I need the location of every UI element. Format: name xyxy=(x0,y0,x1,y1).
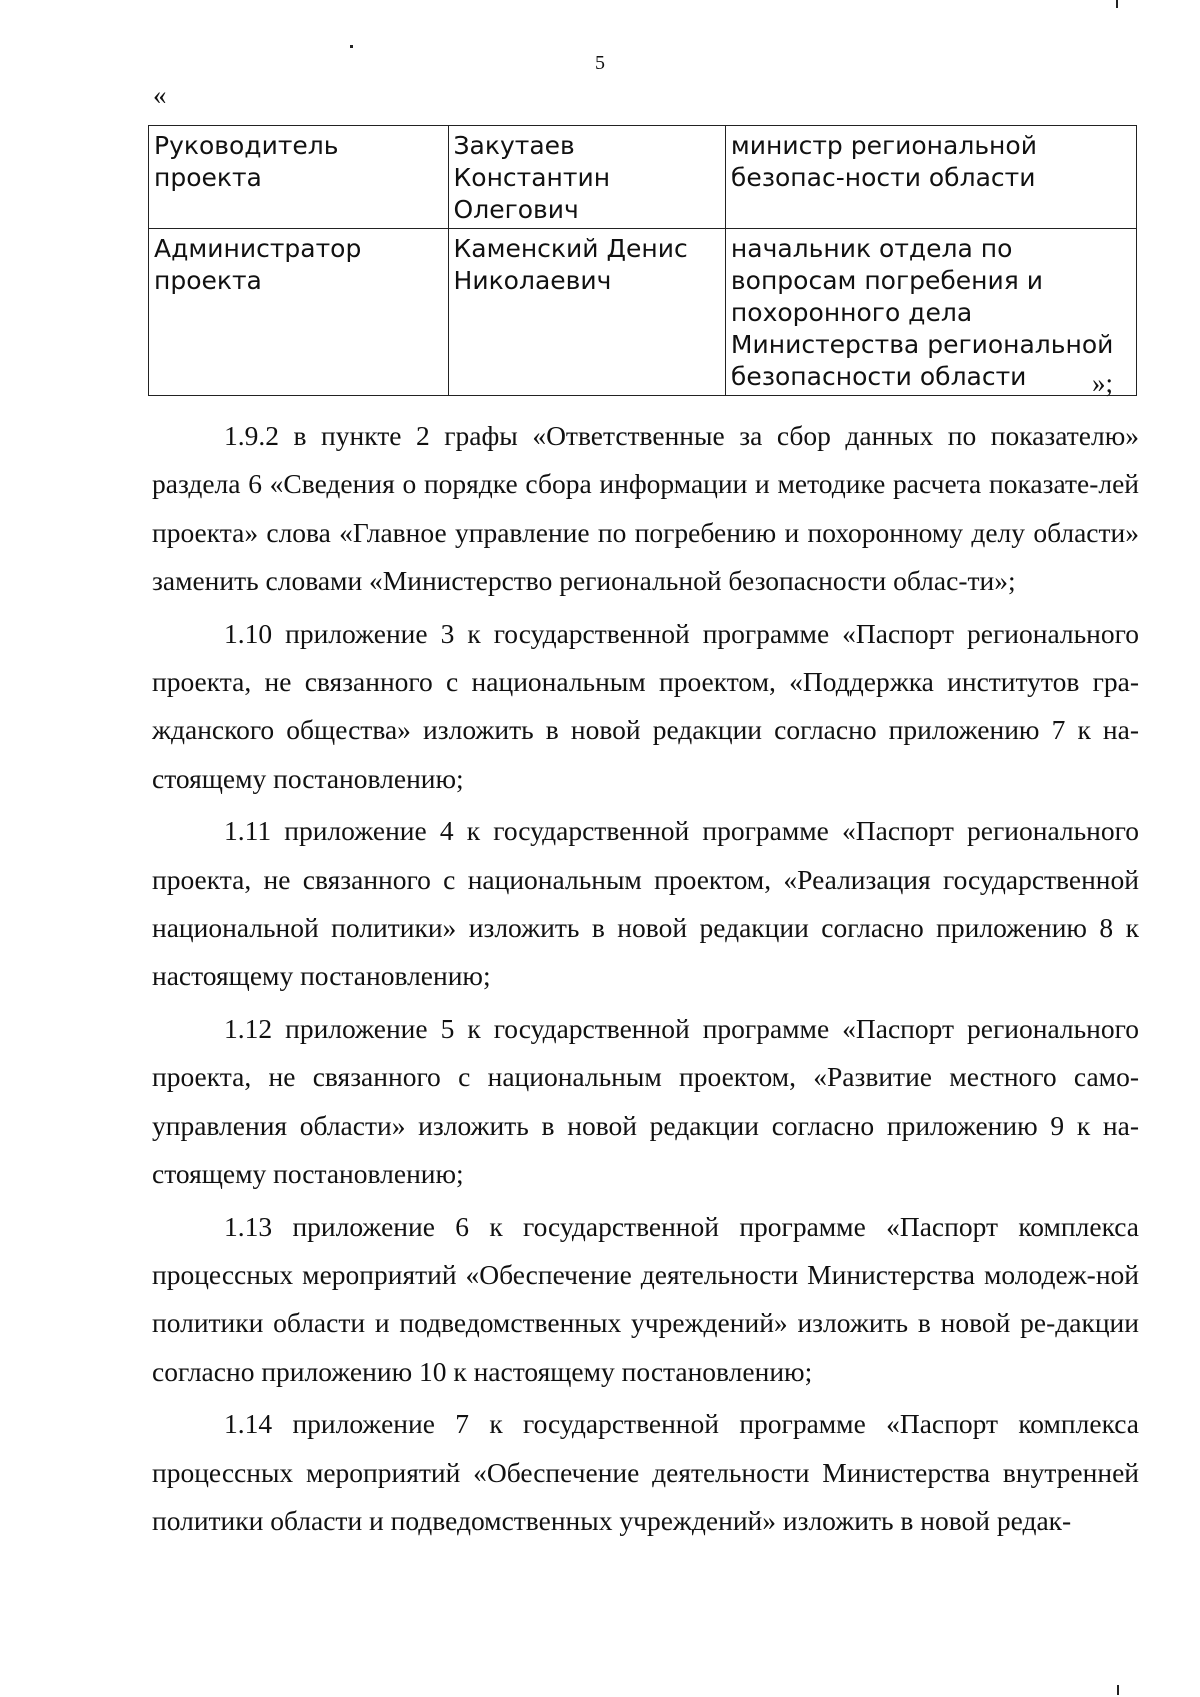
opening-quote: « xyxy=(153,80,167,110)
page-number: 5 xyxy=(595,52,605,74)
paragraph-1-10: 1.10 приложение 3 к государственной программе «Паспорт регионального проекта, не связанного с национальным проектом, «Поддержка институтов гра-жданского общества» изложить в новой редакции согласно приложению 7 к на-стоящему постановлению; xyxy=(152,617,1139,794)
paragraph-1-11: 1.11 приложение 4 к государственной программе «Паспорт регионального проекта, не связанного с национальным проектом, «Реализация государственной национальной политики» изложить в новой редакции согласно приложению 8 к настоящему постановлению; xyxy=(152,815,1139,992)
paragraph-1-14: 1.14 приложение 7 к государственной программе «Паспорт комплекса процессных мероприятий «Обеспечение деятельности Министерства внутренней политики области и подведомственных учреждений» изложить в новой редак- xyxy=(152,1408,1139,1536)
scan-speck xyxy=(1116,0,1118,8)
table-row xyxy=(149,126,1137,229)
name-cell: Каменский Денис Николаевич xyxy=(448,229,725,396)
document-body xyxy=(152,412,1139,1549)
scan-speck xyxy=(1117,1685,1119,1695)
name-cell: Закутаев Константин Олегович xyxy=(448,126,725,229)
paragraph-1-9-2: 1.9.2 в пункте 2 графы «Ответственные за сбор данных по показателю» раздела 6 «Сведения о порядке сбора информации и методике расчета показате-лей проекта» слова «Главное управление по погребению и похоронному делу области» заменить словами «Министерство региональной безопасности облас-ти»; xyxy=(152,420,1139,597)
table-row xyxy=(149,229,1137,396)
position-cell: начальник отдела по вопросам погребения и похоронного дела Министерства региональной безопасности области xyxy=(725,229,1136,396)
role-cell: Администратор проекта xyxy=(149,229,449,396)
scan-speck xyxy=(350,45,353,48)
project-leaders-table xyxy=(148,125,1137,396)
paragraph-1-13: 1.13 приложение 6 к государственной программе «Паспорт комплекса процессных мероприятий «Обеспечение деятельности Министерства молодеж-ной политики области и подведомственных учреждений» изложить в новой ре-дакции согласно приложению 10 к настоящему постановлению; xyxy=(152,1210,1139,1387)
role-cell: Руководитель проекта xyxy=(149,126,449,229)
closing-quote: »; xyxy=(1091,368,1113,398)
position-cell: министр региональной безопас-ности области xyxy=(725,126,1136,229)
paragraph-1-12: 1.12 приложение 5 к государственной программе «Паспорт регионального проекта, не связанного с национальным проектом, «Развитие местного само-управления области» изложить в новой редакции согласно приложению 9 к на-стоящему постановлению; xyxy=(152,1012,1139,1190)
